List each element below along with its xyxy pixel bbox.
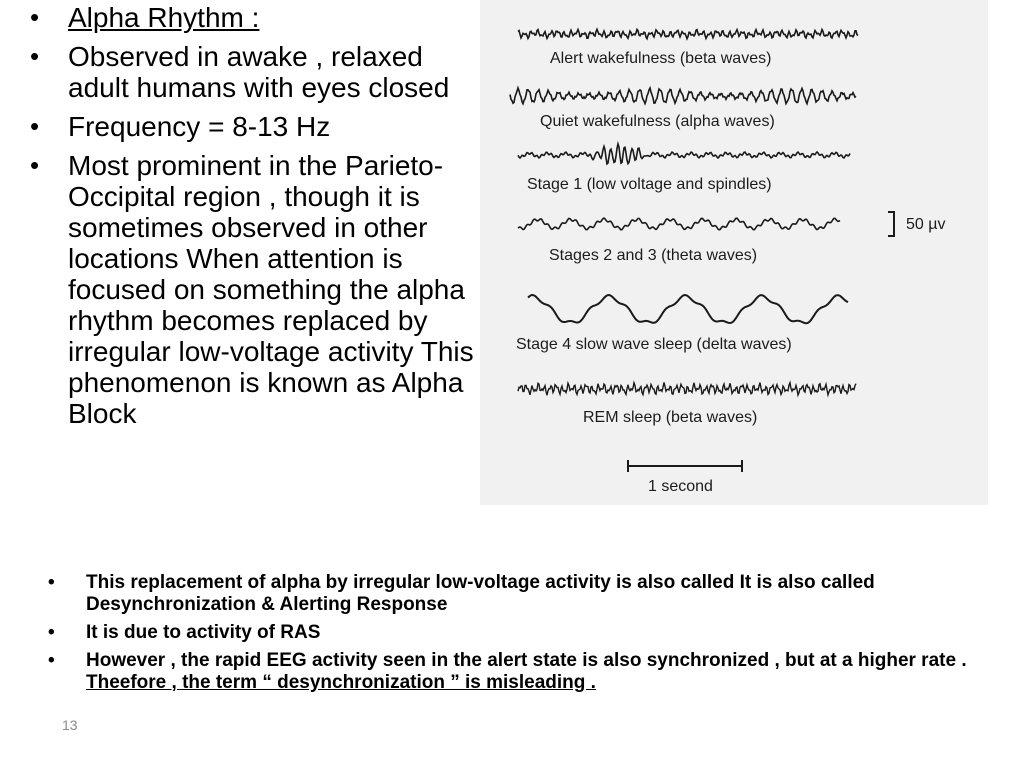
bullet-observed: [30, 41, 480, 103]
label-alert-wakefulness: Alert wakefulness (beta waves): [550, 50, 772, 67]
label-rem-sleep: REM sleep (beta waves): [583, 409, 758, 426]
time-label-1-second: 1 second: [648, 478, 713, 495]
ras-text: It is due to activity of RAS: [86, 622, 321, 643]
trace-alert-wakefulness: [518, 29, 858, 38]
bullet-dot-icon: •: [48, 572, 55, 593]
desynchronization-text: This replacement of alpha by irregular low-voltage activity is also called It is also called Desynchronization & Alerting Response: [86, 572, 875, 615]
bullet-prominent: [30, 150, 480, 429]
bullet-dot-icon: •: [48, 622, 55, 643]
prominent-text: Most prominent in the Parieto-Occipital region , though it is sometimes observed in other locations When attention is focused on something the alpha rhythm becomes replaced by irregular low-voltage activity This phenomenon is known as Alpha Block: [68, 150, 474, 429]
bullet-dot-icon: •: [30, 150, 40, 180]
trace-rem-sleep: [518, 382, 856, 395]
page-number: 13: [62, 717, 78, 733]
bottom-bullet-desynchronization: [48, 572, 1008, 616]
label-stage-1: Stage 1 (low voltage and spindles): [527, 176, 772, 193]
bottom-bullet-misleading: [48, 650, 1008, 694]
misleading-lead-text: However , the rapid EEG activity seen in the alert state is also synchronized , but at a higher rate .: [86, 650, 967, 671]
observed-text: Observed in awake , relaxed adult humans with eyes closed: [68, 41, 450, 103]
trace-quiet-wakefulness: [510, 88, 856, 104]
label-stages-2-3: Stages 2 and 3 (theta waves): [549, 247, 758, 264]
scale-bracket-icon: [888, 212, 894, 236]
alpha-rhythm-heading: Alpha Rhythm :: [68, 2, 260, 33]
bullet-alpha-rhythm-heading: [30, 2, 480, 33]
trace-stages-2-3: [518, 218, 840, 230]
eeg-figure: [480, 0, 988, 505]
time-scale-bar-icon: [628, 460, 742, 472]
bullet-dot-icon: •: [30, 2, 40, 32]
bullet-frequency: [30, 111, 480, 142]
bullet-dot-icon: •: [30, 111, 40, 141]
main-bullet-list: [30, 2, 480, 437]
bullet-dot-icon: •: [48, 650, 55, 671]
trace-stage-4: [528, 295, 848, 323]
bottom-bullet-ras: [48, 622, 1008, 644]
bottom-bullet-list: [48, 572, 1008, 700]
trace-stage-1: [518, 144, 850, 164]
label-quiet-wakefulness: Quiet wakefulness (alpha waves): [540, 113, 775, 130]
bullet-dot-icon: •: [30, 41, 40, 71]
label-stage-4: Stage 4 slow wave sleep (delta waves): [516, 336, 792, 353]
frequency-text: Frequency = 8-13 Hz: [68, 111, 331, 142]
scale-label-50uv: 50 µv: [906, 216, 946, 233]
misleading-underlined-text: Theefore , the term “ desynchronization ” is misleading .: [86, 672, 596, 693]
